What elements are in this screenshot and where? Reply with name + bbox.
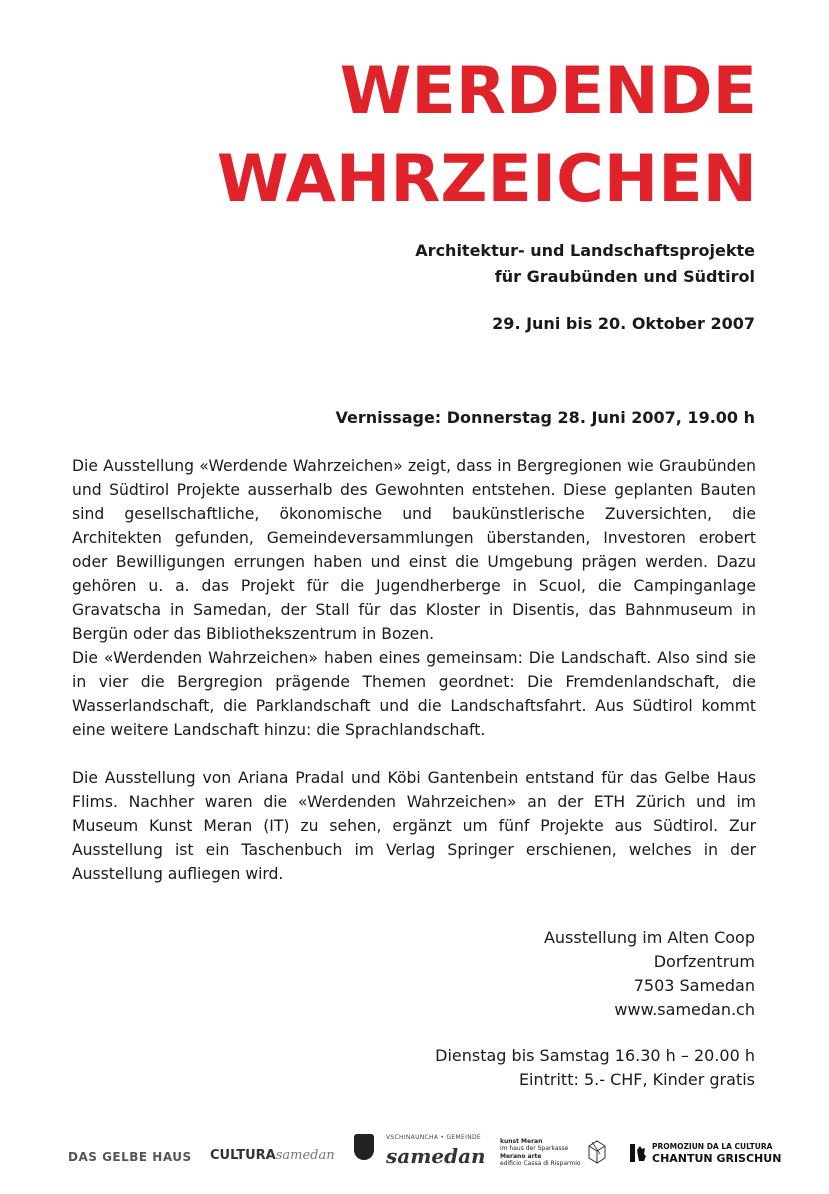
subtitle-line-1: Architektur- und Landschaftsprojekte [415,241,755,260]
samedan-top-text: VSCHINAUNCHA • GEMEINDE [386,1134,481,1141]
paragraph-3: Die Ausstellung von Ariana Pradal und Köbi Gantenbein entstand für das Gelbe Haus Flims. Nachher waren die «Werdenden Wahrzeichen» an der ETH Zürich und im Museum Kunst Meran (IT) zu sehen, ergänzt um fünf Projekte aus Südtirol. Zur Ausstellung ist ein Taschenbuch im Verlag Springer erschienen, welches in der Ausstellung aufliegen wird. [72,769,756,883]
exhibition-dates: 29. Juni bis 20. Oktober 2007 [492,314,755,333]
cultura-word: CULTURA [210,1148,276,1163]
meran-cube-icon [586,1138,608,1166]
samedan-wordmark: samedan [386,1144,486,1168]
opening-hours [435,1044,755,1092]
promoziun-line-1: PROMOZIUN DA LA CULTURA [652,1142,773,1151]
crest-icon [354,1134,374,1160]
meran-line-4: edificio Cassa di Risparmio [500,1160,581,1167]
title-line-2: WAHRZEICHEN [216,142,757,217]
venue-line-3: 7503 Samedan [633,976,755,995]
venue-website-link[interactable]: www.samedan.ch [614,1000,755,1019]
meran-line-3: Merano arte [500,1153,542,1160]
meran-line-2: im haus der Sparkasse [500,1145,569,1152]
cultura-samedan-logo [210,1148,335,1163]
cultura-script: samedan [275,1148,335,1163]
promoziun-line-2: CHANTUN GRISCHUN [652,1152,782,1165]
subtitle-line-2: für Graubünden und Südtirol [494,267,755,286]
paragraph-1: Die Ausstellung «Werdende Wahrzeichen» zeigt, dass in Bergregionen wie Graubünden und Südtirol Projekte ausserhalb des Gewohnten entstehen. Diese geplanten Bauten sind gesellschaftliche, ökonomische und baukünstlerische Zuversichten, die Architekten gefunden, Gemeindeversammlungen überstanden, Investoren erobert oder Bewilligungen errungen haben und einst die Umgebung prägen werden. Dazu gehören u. a. das Projekt für die Jugendherberge in Scuol, die Campinganlage Gravatscha in Samedan, der Stall für das Kloster in Disentis, das Bahnmuseum in Bergün oder das Bibliothekszentrum in Bozen. [72,457,756,643]
promoziun-cultura-logo [630,1142,782,1168]
gelbe-haus-logo: DAS GELBE HAUS [68,1150,192,1164]
kunst-meran-logo [500,1138,610,1168]
vernissage-info: Vernissage: Donnerstag 28. Juni 2007, 19.00 h [335,408,755,427]
venue-line-1: Ausstellung im Alten Coop [543,928,755,947]
sponsor-logos [68,1132,782,1172]
hours-line-1: Dienstag bis Samstag 16.30 h – 20.00 h [435,1046,755,1065]
meran-line-1: kunst Meran [500,1138,543,1145]
description-text [72,454,756,886]
venue-line-2: Dorfzentrum [653,952,755,971]
venue-address [544,926,755,1022]
admission-line: Eintritt: 5.- CHF, Kinder gratis [518,1070,755,1089]
gemeinde-samedan-logo [354,1132,484,1168]
grisons-ibex-icon [630,1144,646,1162]
exhibition-title [217,48,757,224]
exhibition-subtitle [415,238,755,290]
title-line-1: WERDENDE [339,54,757,129]
paragraph-2: Die «Werdenden Wahrzeichen» haben eines gemeinsam: Die Landschaft. Also sind sie in vier die Bergregion prägende Themen geordnet: Die Fremdenlandschaft, die Wasserlandschaft, die Parklandschaft und die Landschaftsfahrt. Aus Südtirol kommt eine weitere Landschaft hinzu: die Sprachlandschaft. [72,649,756,739]
